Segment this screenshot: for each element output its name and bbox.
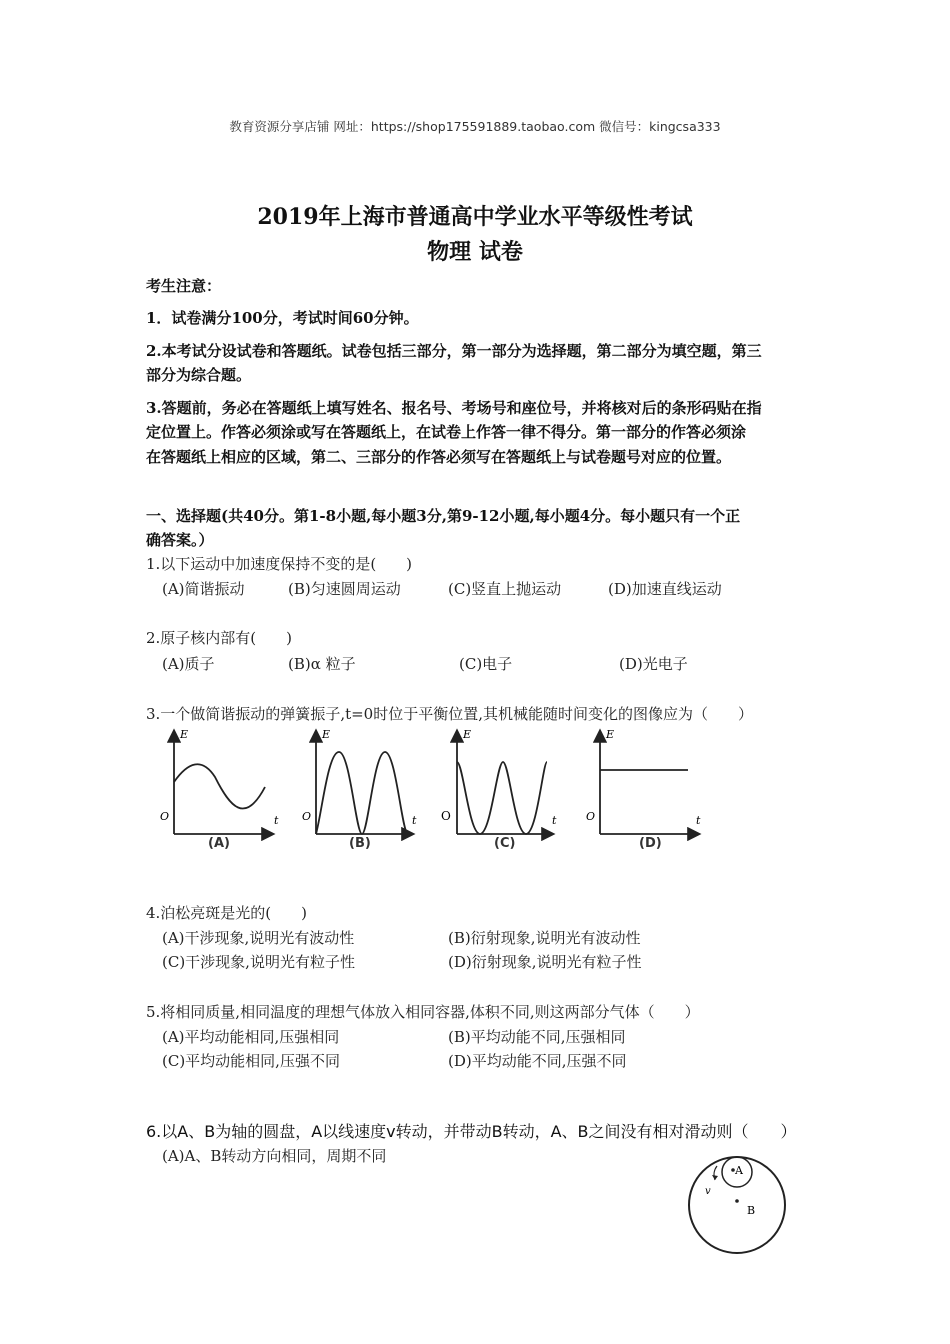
notice-item-3-line-3: 在答题纸上相应的区域，第二、三部分的作答必须写在答题纸上与试卷题号对应的位置。 bbox=[146, 448, 732, 466]
question-1-option-b: (B)匀速圆周运动 bbox=[288, 580, 401, 598]
question-2-option-b: (B)α 粒子 bbox=[288, 655, 356, 673]
question-2-text: 2.原子核内部有( ) bbox=[146, 629, 293, 647]
svg-text:E: E bbox=[180, 728, 189, 741]
question-6-text: 6.以A、B为轴的圆盘，A以线速度v转动，并带动B转动，A、B之间没有相对滑动则（ ） bbox=[146, 1122, 797, 1141]
question-6-option-a: (A)A、B转动方向相同，周期不同 bbox=[162, 1147, 387, 1165]
notice-item-3-line-2: 定位置上。作答必须涂或写在答题纸上，在试卷上作答一律不得分。第一部分的作答必须涂 bbox=[146, 423, 747, 441]
question-3-graphs bbox=[150, 722, 720, 862]
section-1-heading-line-1: 一、选择题(共40分。第1-8小题,每小题3分,第9-12小题,每小题4分。每小题只有一个正 bbox=[146, 507, 741, 525]
svg-text:t: t bbox=[696, 814, 701, 827]
question-1-text: 1.以下运动中加速度保持不变的是( ) bbox=[146, 555, 413, 573]
question-4-option-c: (C)干涉现象,说明光有粒子性 bbox=[162, 953, 355, 971]
notice-heading: 考生注意： bbox=[146, 277, 222, 295]
svg-text:t: t bbox=[274, 814, 279, 827]
svg-text:E: E bbox=[322, 728, 331, 741]
question-5-option-b: (B)平均动能不同,压强相同 bbox=[448, 1028, 626, 1046]
question-4-text: 4.泊松亮斑是光的( ) bbox=[146, 904, 308, 922]
exam-subtitle: 物理 试卷 bbox=[427, 239, 523, 265]
graph-label-d: (D) bbox=[639, 836, 662, 851]
notice-item-2-line-1: 2.本考试分设试卷和答题纸。试卷包括三部分，第一部分为选择题，第二部分为填空题，第三 bbox=[146, 342, 762, 360]
graph-d bbox=[586, 728, 701, 834]
question-5-option-d: (D)平均动能不同,压强不同 bbox=[448, 1052, 627, 1070]
section-1-heading-line-2: 确答案。） bbox=[146, 531, 214, 549]
question-1-option-c: (C)竖直上抛运动 bbox=[448, 580, 562, 598]
graph-c bbox=[441, 728, 557, 834]
svg-text:O: O bbox=[586, 810, 596, 823]
notice-item-1: 1．试卷满分100分，考试时间60分钟。 bbox=[146, 309, 419, 327]
page-header: 教育资源分享店铺 网址：https://shop175591889.taobao.com 微信号：kingcsa333 bbox=[229, 119, 721, 134]
svg-text:B: B bbox=[747, 1204, 756, 1217]
svg-text:v: v bbox=[705, 1186, 711, 1197]
question-5-option-c: (C)平均动能相同,压强不同 bbox=[162, 1052, 340, 1070]
question-1-option-d: (D)加速直线运动 bbox=[608, 580, 722, 598]
question-4-option-b: (B)衍射现象,说明光有波动性 bbox=[448, 929, 641, 947]
notice-item-2-line-2: 部分为综合题。 bbox=[146, 366, 252, 384]
svg-text:O: O bbox=[160, 810, 170, 823]
svg-text:E: E bbox=[606, 728, 615, 741]
question-3-text: 3.一个做简谐振动的弹簧振子,t=0时位于平衡位置,其机械能随时间变化的图像应为（ ） bbox=[146, 705, 753, 723]
graph-a bbox=[160, 728, 279, 834]
question-4-option-d: (D)衍射现象,说明光有粒子性 bbox=[448, 953, 642, 971]
question-5-text: 5.将相同质量,相同温度的理想气体放入相同容器,体积不同,则这两部分气体（ ） bbox=[146, 1003, 700, 1021]
question-4-option-a: (A)干涉现象,说明光有波动性 bbox=[162, 929, 355, 947]
svg-text:t: t bbox=[552, 814, 557, 827]
exam-title: 2019年上海市普通高中学业水平等级性考试 bbox=[257, 204, 693, 230]
notice-item-3-line-1: 3.答题前，务必在答题纸上填写姓名、报名号、考场号和座位号，并将核对后的条形码贴在指 bbox=[146, 399, 762, 417]
question-2-option-a: (A)质子 bbox=[162, 655, 215, 673]
svg-text:O: O bbox=[302, 810, 312, 823]
svg-text:A: A bbox=[735, 1164, 743, 1177]
graph-label-c: (C) bbox=[494, 836, 516, 851]
question-2-option-d: (D)光电子 bbox=[619, 655, 688, 673]
svg-text:O: O bbox=[441, 809, 451, 823]
question-1-option-a: (A)简谐振动 bbox=[162, 580, 245, 598]
svg-text:E: E bbox=[463, 728, 472, 741]
graph-b bbox=[302, 728, 417, 834]
question-5-option-a: (A)平均动能相同,压强相同 bbox=[162, 1028, 340, 1046]
graph-label-b: (B) bbox=[349, 836, 371, 851]
graph-label-a: (A) bbox=[208, 836, 230, 851]
svg-text:t: t bbox=[412, 814, 417, 827]
question-6-disk-diagram bbox=[685, 1150, 795, 1260]
question-2-option-c: (C)电子 bbox=[459, 655, 513, 673]
